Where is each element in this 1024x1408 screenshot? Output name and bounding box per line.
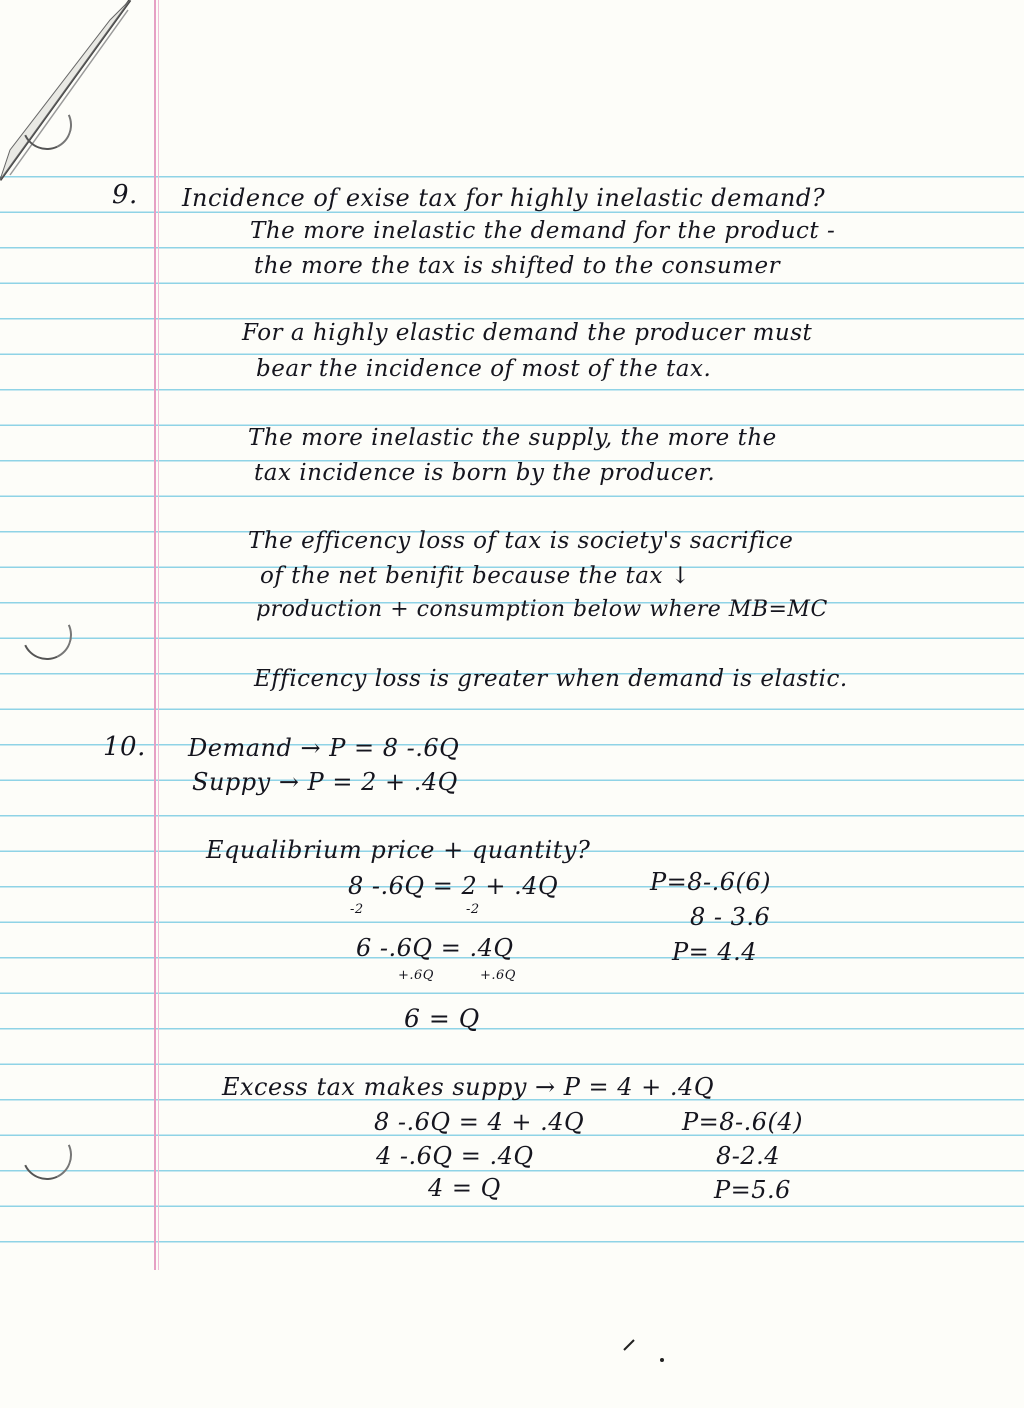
demand-equation: Demand → P = 8 -.6Q: [188, 734, 460, 762]
note-line: The more inelastic the supply, the more the: [248, 425, 777, 451]
stray-pen-mark-icon: [620, 1330, 680, 1370]
note-line: For a highly elastic demand the producer must: [242, 320, 813, 346]
excess-tax-heading: Excess tax makes suppy → P = 4 + .4Q: [222, 1073, 714, 1101]
price-work-line: P=8-.6(6): [650, 868, 772, 896]
question-number: 10.: [103, 732, 146, 762]
work-line: 8 -.6Q = 4 + .4Q: [374, 1108, 585, 1136]
work-subscript: -2: [350, 902, 364, 917]
supply-equation: Suppy → P = 2 + .4Q: [192, 768, 458, 796]
price-work-line: 8-2.4: [716, 1142, 781, 1170]
price-work-line: 8 - 3.6: [690, 903, 771, 931]
work-line: 8 -.6Q = 2 + .4Q: [348, 872, 559, 900]
note-line: the more the tax is shifted to the consumer: [254, 253, 781, 279]
work-subscript: -2: [466, 902, 480, 917]
price-result: P=5.6: [714, 1176, 791, 1204]
equilibrium-heading: Equalibrium price + quantity?: [206, 836, 591, 864]
work-line: 4 -.6Q = .4Q: [376, 1142, 534, 1170]
question-number: 9.: [112, 180, 138, 210]
margin-line-inner: [158, 0, 159, 1270]
work-subscript: +.6Q: [398, 968, 434, 983]
note-line: The more inelastic the demand for the product -: [250, 218, 836, 244]
note-line: Efficency loss is greater when demand is elastic.: [254, 666, 848, 692]
note-line: bear the incidence of most of the tax.: [256, 356, 712, 382]
note-line: production + consumption below where MB=MC: [256, 597, 828, 622]
question-heading: Incidence of exise tax for highly inelastic demand?: [182, 184, 826, 212]
work-subscript: +.6Q: [480, 968, 516, 983]
margin-line: [154, 0, 156, 1270]
note-line: tax incidence is born by the producer.: [254, 460, 716, 486]
work-line: 6 -.6Q = .4Q: [356, 934, 514, 962]
note-line: of the net benifit because the tax ↓: [260, 563, 691, 589]
folded-corner-icon: [0, 0, 140, 190]
price-work-line: P=8-.6(4): [682, 1108, 804, 1136]
work-result: 6 = Q: [404, 1004, 480, 1033]
work-result: 4 = Q: [428, 1174, 501, 1202]
price-result: P= 4.4: [672, 938, 758, 966]
note-line: The efficency loss of tax is society's sacrifice: [248, 528, 794, 554]
